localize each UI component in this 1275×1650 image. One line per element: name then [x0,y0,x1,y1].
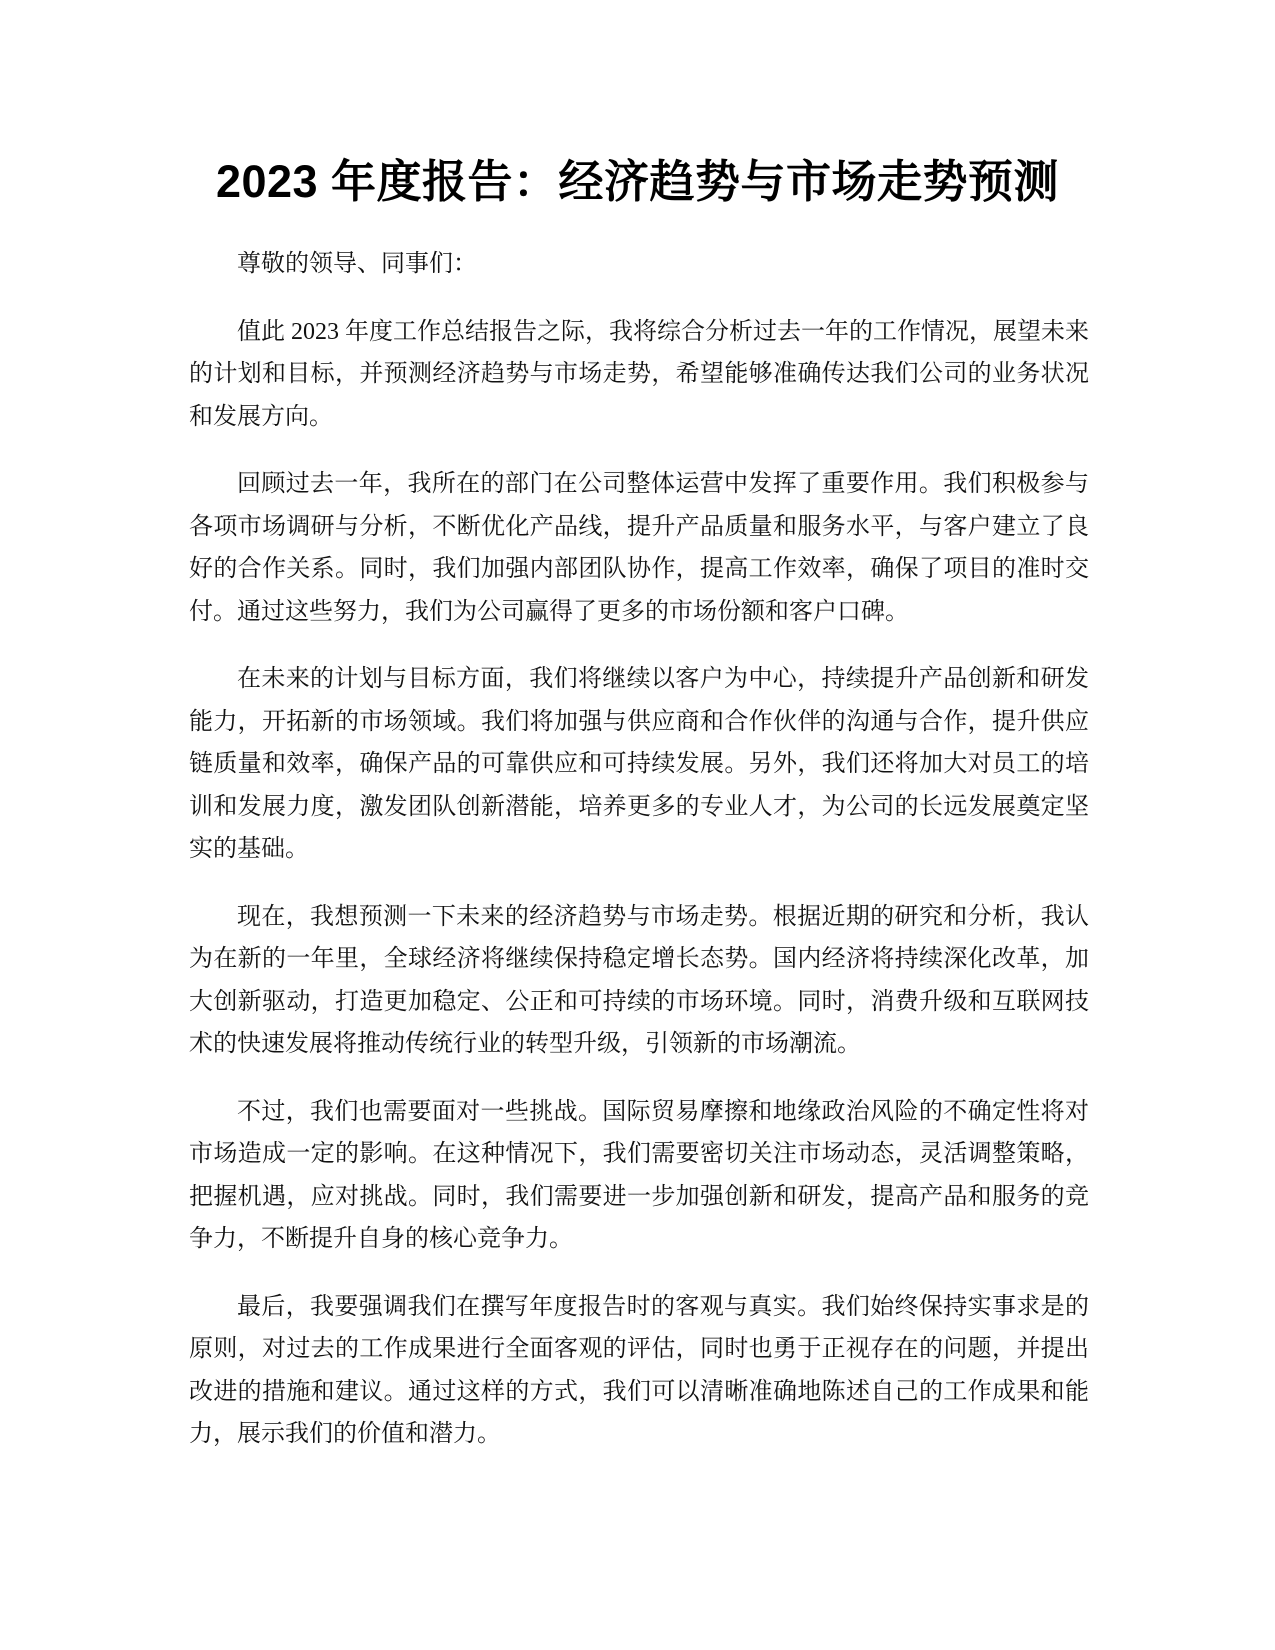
conclusion-paragraph: 最后，我要强调我们在撰写年度报告时的客观与真实。我们始终保持实事求是的原则，对过去的工作成果进行全面客观的评估，同时也勇于正视存在的问题，并提出改进的措施和建议。通过这样的方式，我们可以清晰准确地陈述自己的工作成果和能力，展示我们的价值和潜力。 [189,1293,1089,1447]
review-paragraph: 回顾过去一年，我所在的部门在公司整体运营中发挥了重要作用。我们积极参与各项市场调研与分析，不断优化产品线，提升产品质量和服务水平，与客户建立了良好的合作关系。同时，我们加强内部团队协作，提高工作效率，确保了项目的准时交付。通过这些努力，我们为公司赢得了更多的市场份额和客户口碑。 [189,471,1089,625]
challenges-paragraph: 不过，我们也需要面对一些挑战。国际贸易摩擦和地缘政治风险的不确定性将对市场造成一定的影响。在这种情况下，我们需要密切关注市场动态，灵活调整策略，把握机遇，应对挑战。同时，我们需要进一步加强创新和研发，提高产品和服务的竞争力，不断提升自身的核心竞争力。 [189,1098,1089,1252]
document-title: 2023 年度报告：经济趋势与市场走势预测 [215,156,1060,207]
salutation-paragraph: 尊敬的领导、同事们： [237,251,477,277]
forecast-paragraph: 现在，我想预测一下未来的经济趋势与市场走势。根据近期的研究和分析，我认为在新的一年里，全球经济将继续保持稳定增长态势。国内经济将持续深化改革，加大创新驱动，打造更加稳定、公正和可持续的市场环境。同时，消费升级和互联网技术的快速发展将推动传统行业的转型升级，引领新的市场潮流。 [189,903,1089,1057]
intro-paragraph: 值此 2023 年度工作总结报告之际，我将综合分析过去一年的工作情况，展望未来的计划和目标，并预测经济趋势与市场走势，希望能够准确传达我们公司的业务状况和发展方向。 [189,318,1089,430]
plans-paragraph: 在未来的计划与目标方面，我们将继续以客户为中心，持续提升产品创新和研发能力，开拓新的市场领域。我们将加强与供应商和合作伙伴的沟通与合作，提升供应链质量和效率，确保产品的可靠供应和可持续发展。另外，我们还将加大对员工的培训和发展力度，激发团队创新潜能，培养更多的专业人才，为公司的长远发展奠定坚实的基础。 [189,666,1089,862]
document-body [189,243,1089,1481]
